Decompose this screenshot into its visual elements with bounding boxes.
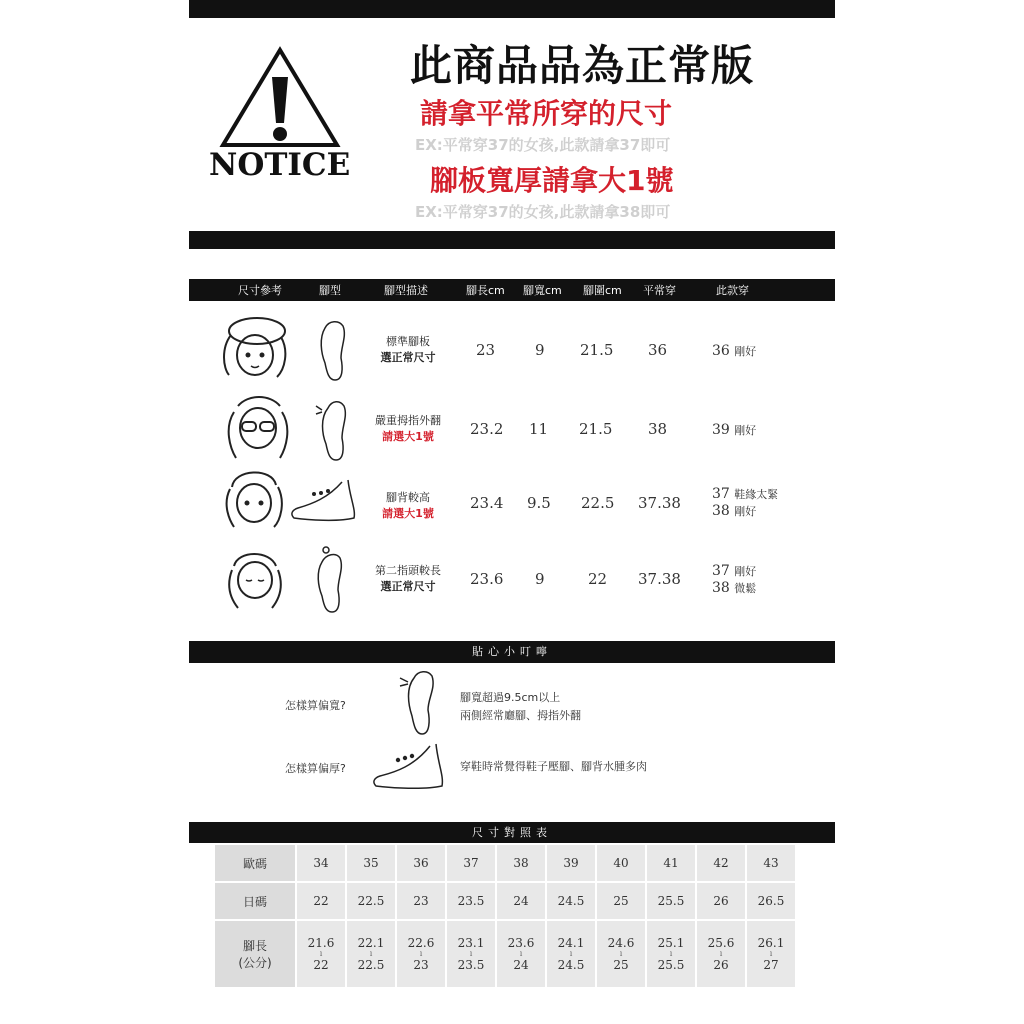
top-bar — [189, 0, 835, 18]
row2-desc — [366, 413, 450, 445]
length-to: 22.5 — [357, 958, 385, 972]
range-tick: ı — [569, 949, 573, 958]
length-cell — [497, 921, 545, 987]
range-tick: ı — [519, 949, 523, 958]
notice-line-wide-feet: 腳板寬厚請拿大1號 — [430, 164, 674, 197]
length-label — [215, 921, 295, 987]
range-tick: ı — [619, 949, 623, 958]
length-cell — [447, 921, 495, 987]
row4-desc-line2: 選正常尺寸 — [380, 580, 436, 593]
tip-wide-answer-line2: 兩側經常廳腳、拇指外翻 — [460, 709, 581, 722]
notice-line-normal-size: 請拿平常所穿的尺寸 — [420, 97, 673, 130]
length-from: 25.1 — [657, 936, 685, 950]
table-row-length — [215, 921, 795, 987]
row1-fit — [712, 343, 756, 360]
row4-fit1-num: 37 — [712, 563, 730, 579]
notice-example-2: EX:平常穿37的女孩,此款請拿38即可 — [415, 203, 671, 221]
row2-desc-line2: 請選大1號 — [382, 430, 434, 443]
length-to: 25 — [613, 958, 629, 972]
table-row-eu — [215, 845, 795, 881]
notice-title: 此商品品為正常版 — [410, 41, 755, 90]
range-tick: ı — [319, 949, 323, 958]
row3-width: 9.5 — [527, 494, 551, 512]
row4-fit1-text: 剛好 — [734, 565, 757, 578]
row4-desc-line1: 第二指頭較長 — [375, 564, 441, 577]
warning-icon — [218, 45, 342, 149]
range-tick: ı — [669, 949, 673, 958]
col-usual: 平常穿 — [643, 284, 676, 297]
range-tick: ı — [369, 949, 373, 958]
row1-fit1-text: 剛好 — [734, 345, 757, 358]
length-to: 24 — [513, 958, 529, 972]
foot-sole-icon — [317, 318, 349, 382]
tip-wide-question: 怎樣算偏寬? — [285, 699, 346, 712]
notice-example-1: EX:平常穿37的女孩,此款請拿37即可 — [415, 136, 671, 154]
eu-cell: 37 — [447, 845, 495, 881]
length-to: 22 — [313, 958, 329, 972]
length-from: 22.6 — [407, 936, 435, 950]
length-label-line1: 腳長 — [242, 939, 267, 953]
tip-wide-answer — [460, 689, 581, 725]
row4-girth: 22 — [588, 570, 608, 588]
col-size-ref: 尺寸參考 — [238, 284, 282, 297]
row1-desc-line2: 選正常尺寸 — [380, 351, 436, 364]
row3-girth: 22.5 — [581, 494, 615, 512]
tip-thick-answer: 穿鞋時常覺得鞋子壓腳、腳背水腫多肉 — [460, 760, 647, 773]
length-to: 26 — [713, 958, 729, 972]
eu-cell: 39 — [547, 845, 595, 881]
row4-usual: 37.38 — [638, 570, 681, 588]
row3-fit — [712, 486, 778, 520]
eu-cell: 35 — [347, 845, 395, 881]
length-to: 23 — [413, 958, 429, 972]
row4-fit — [712, 563, 756, 597]
row3-fit1-num: 37 — [712, 486, 730, 502]
jp-cell: 22.5 — [347, 883, 395, 919]
col-this-style: 此款穿 — [716, 284, 749, 297]
row2-usual: 38 — [648, 420, 668, 438]
girl-glasses-illustration — [220, 392, 296, 464]
row1-length: 23 — [476, 341, 496, 359]
length-cell — [547, 921, 595, 987]
row3-desc-line1: 腳背較高 — [386, 491, 430, 504]
length-from: 23.6 — [507, 936, 535, 950]
col-foot-type: 腳型 — [319, 284, 341, 297]
eu-label: 歐碼 — [215, 845, 295, 881]
length-cell — [647, 921, 695, 987]
row2-girth: 21.5 — [579, 420, 613, 438]
col-length: 腳長cm — [466, 284, 505, 297]
jp-cell: 23 — [397, 883, 445, 919]
jp-cell: 26.5 — [747, 883, 795, 919]
row2-fit1-text: 剛好 — [734, 424, 757, 437]
eu-cell: 41 — [647, 845, 695, 881]
row3-fit2-num: 38 — [712, 503, 730, 519]
row4-fit2-num: 38 — [712, 580, 730, 596]
foot-thick-icon — [370, 742, 450, 792]
col-foot-desc: 腳型描述 — [384, 284, 428, 297]
row2-desc-line1: 嚴重拇指外翻 — [375, 414, 441, 427]
length-from: 22.1 — [357, 936, 385, 950]
length-from: 23.1 — [457, 936, 485, 950]
tip-thick-question: 怎樣算偏厚? — [285, 762, 346, 775]
length-cell — [297, 921, 345, 987]
row1-desc-line1: 標準腳板 — [386, 335, 430, 348]
row3-desc-line2: 請選大1號 — [382, 507, 434, 520]
range-tick: ı — [469, 949, 473, 958]
range-tick: ı — [769, 949, 773, 958]
length-label-line2: (公分) — [238, 956, 272, 970]
row2-width: 11 — [529, 420, 549, 438]
row3-fit1-text: 鞋緣太緊 — [734, 488, 779, 501]
length-cell — [747, 921, 795, 987]
jp-cell: 26 — [697, 883, 745, 919]
table-row-jp — [215, 883, 795, 919]
jp-cell: 22 — [297, 883, 345, 919]
eu-cell: 34 — [297, 845, 345, 881]
col-girth: 腳圍cm — [583, 284, 622, 297]
length-to: 23.5 — [457, 958, 485, 972]
notice-bottom-bar — [189, 231, 835, 249]
foot-wide-icon — [396, 664, 446, 736]
jp-cell: 23.5 — [447, 883, 495, 919]
row3-fit2-text: 剛好 — [734, 505, 757, 518]
eu-cell: 42 — [697, 845, 745, 881]
length-cell — [347, 921, 395, 987]
jp-cell: 24.5 — [547, 883, 595, 919]
length-from: 26.1 — [757, 936, 785, 950]
length-to: 24.5 — [557, 958, 585, 972]
length-cell — [697, 921, 745, 987]
row2-length: 23.2 — [470, 420, 504, 438]
length-to: 27 — [763, 958, 779, 972]
length-from: 25.6 — [707, 936, 735, 950]
row1-girth: 21.5 — [580, 341, 614, 359]
row3-usual: 37.38 — [638, 494, 681, 512]
row3-length: 23.4 — [470, 494, 504, 512]
range-tick: ı — [419, 949, 423, 958]
foot-bunion-icon — [314, 396, 354, 462]
row2-fit — [712, 422, 756, 439]
girl-pigtails-illustration — [220, 546, 290, 616]
tips-header: 貼心小叮嚀 — [189, 641, 835, 663]
jp-cell: 24 — [497, 883, 545, 919]
range-tick: ı — [719, 949, 723, 958]
foot-long-toe-icon — [312, 546, 348, 614]
notice-label: NOTICE — [209, 147, 351, 183]
length-to: 25.5 — [657, 958, 685, 972]
row4-width: 9 — [535, 570, 545, 588]
girl-face-illustration — [215, 313, 293, 385]
tip-wide-answer-line1: 腳寬超過9.5cm以上 — [460, 691, 561, 704]
size-chart-header: 尺寸對照表 — [189, 822, 835, 843]
row1-width: 9 — [535, 341, 545, 359]
row1-usual: 36 — [648, 341, 668, 359]
length-cell — [397, 921, 445, 987]
length-from: 24.1 — [557, 936, 585, 950]
row4-fit2-text: 微鬆 — [734, 582, 757, 595]
col-width: 腳寬cm — [523, 284, 562, 297]
row4-desc — [366, 563, 450, 595]
jp-label: 日碼 — [215, 883, 295, 919]
eu-cell: 43 — [747, 845, 795, 881]
eu-cell: 36 — [397, 845, 445, 881]
row4-length: 23.6 — [470, 570, 504, 588]
row3-desc — [372, 490, 444, 522]
eu-cell: 40 — [597, 845, 645, 881]
size-chart-table — [213, 843, 797, 989]
jp-cell: 25 — [597, 883, 645, 919]
length-cell — [597, 921, 645, 987]
length-from: 24.6 — [607, 936, 635, 950]
row1-fit1-num: 36 — [712, 343, 730, 359]
eu-cell: 38 — [497, 845, 545, 881]
row1-desc — [372, 334, 444, 366]
foot-high-instep-icon — [288, 478, 362, 524]
girl-braid-illustration — [220, 465, 288, 535]
length-from: 21.6 — [307, 936, 335, 950]
jp-cell: 25.5 — [647, 883, 695, 919]
row2-fit1-num: 39 — [712, 422, 730, 438]
